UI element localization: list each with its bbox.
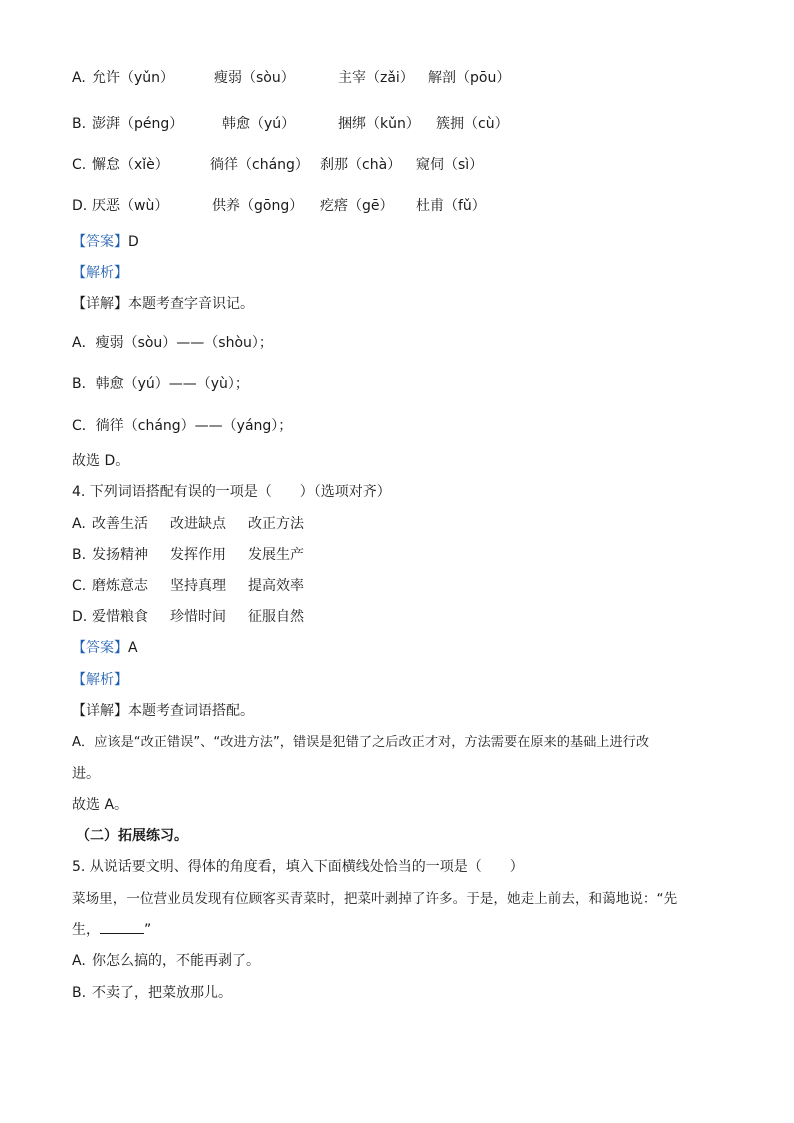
q5-passage-line-2 <box>72 920 151 940</box>
option-item: 瘦弱（sòu） <box>214 70 295 86</box>
option-item: 捆绑（kǔn） <box>338 116 420 132</box>
option-letter: D. <box>72 198 88 214</box>
option-letter: A. <box>72 70 86 86</box>
option-item: 刹那（chà） <box>320 157 402 173</box>
option-item: 爱惜粮食 <box>92 609 148 625</box>
q3-analysis-label: 【解析】 <box>72 265 128 281</box>
answer-value: A <box>128 640 138 656</box>
q4-stem: 4. 下列词语搭配有误的一项是（ ）（选项对齐） <box>72 484 391 500</box>
q4-detail <box>72 701 254 721</box>
detail-text: 本题考查词语搭配。 <box>128 703 254 719</box>
option-item: 韩愈（yú） <box>222 116 296 132</box>
option-letter: D. <box>72 609 88 625</box>
detail-label: 【详解】 <box>72 703 128 719</box>
option-item: 徜徉（cháng） <box>210 157 309 173</box>
option-letter: B. <box>72 116 87 132</box>
option-letter: B. <box>72 547 87 563</box>
option-letter: C. <box>72 578 87 594</box>
option-item: 懈怠（xǐè） <box>92 157 169 173</box>
option-item: 坚持真理 <box>170 578 226 594</box>
option-letter: C. <box>72 157 87 173</box>
q3-correction-b: B．韩愈（yú）——（yù）； <box>72 376 249 392</box>
answer-label: 【答案】 <box>72 640 128 656</box>
option-item: 改善生活 <box>92 516 148 532</box>
option-text: 你怎么搞的，不能再剥了。 <box>92 953 260 969</box>
option-item: 窥伺（sì） <box>416 157 484 173</box>
option-item: 提高效率 <box>248 578 304 594</box>
detail-label: 【详解】 <box>72 296 128 312</box>
q4-answer <box>72 638 138 658</box>
option-item: 簇拥（cù） <box>436 116 509 132</box>
option-item: 发扬精神 <box>92 547 148 563</box>
q5-passage-line-1: 菜场里，一位营业员发现有位顾客买青菜时，把菜叶剥掉了许多。于是，她走上前去，和蔼地说：“先 <box>72 891 678 907</box>
option-item: 供养（gōng） <box>212 198 304 214</box>
option-letter: B. <box>72 985 87 1001</box>
option-letter: A. <box>72 516 86 532</box>
q4-explain-line-1: A．应该是“改正错误”、“改进方法”，错误是犯错了之后改正才对，方法需要在原来的基础上进行改 <box>72 735 650 750</box>
q3-correction-c: C．徜徉（cháng）——（yáng）； <box>72 418 293 434</box>
q4-explain-line-2: 进。 <box>72 766 100 782</box>
option-item: 发挥作用 <box>170 547 226 563</box>
option-item: 发展生产 <box>248 547 304 563</box>
section-title: （二）拓展练习。 <box>76 828 188 844</box>
option-item: 主宰（zǎi） <box>338 70 414 86</box>
q4-analysis-label: 【解析】 <box>72 672 128 688</box>
option-item: 改正方法 <box>248 516 304 532</box>
answer-label: 【答案】 <box>72 234 128 250</box>
option-item: 珍惜时间 <box>170 609 226 625</box>
detail-text: 本题考查字音识记。 <box>128 296 254 312</box>
fill-blank <box>100 921 144 934</box>
option-item: 疙瘩（gē） <box>320 198 394 214</box>
q5-stem: 5. 从说话要文明、得体的角度看，填入下面横线处恰当的一项是（ ） <box>72 859 524 875</box>
option-item: 征服自然 <box>248 609 304 625</box>
q4-choose: 故选 A。 <box>72 797 129 813</box>
option-item: 杜甫（fǔ） <box>416 198 486 214</box>
q3-choose: 故选 D。 <box>72 453 130 469</box>
closing-quote: ” <box>144 922 152 938</box>
q3-correction-a: A．瘦弱（sòu）——（shòu）； <box>72 335 273 351</box>
option-item: 允许（yǔn） <box>92 70 175 86</box>
option-item: 澎湃（péng） <box>92 116 184 132</box>
q3-answer <box>72 232 139 252</box>
q3-detail <box>72 294 254 314</box>
option-item: 解剖（pōu） <box>428 70 511 86</box>
answer-value: D <box>128 234 139 250</box>
passage-text: 生， <box>72 922 100 938</box>
option-letter: A. <box>72 953 86 969</box>
option-item: 改进缺点 <box>170 516 226 532</box>
option-item: 厌恶（wù） <box>92 198 169 214</box>
option-text: 不卖了，把菜放那儿。 <box>92 985 232 1001</box>
option-item: 磨炼意志 <box>92 578 148 594</box>
